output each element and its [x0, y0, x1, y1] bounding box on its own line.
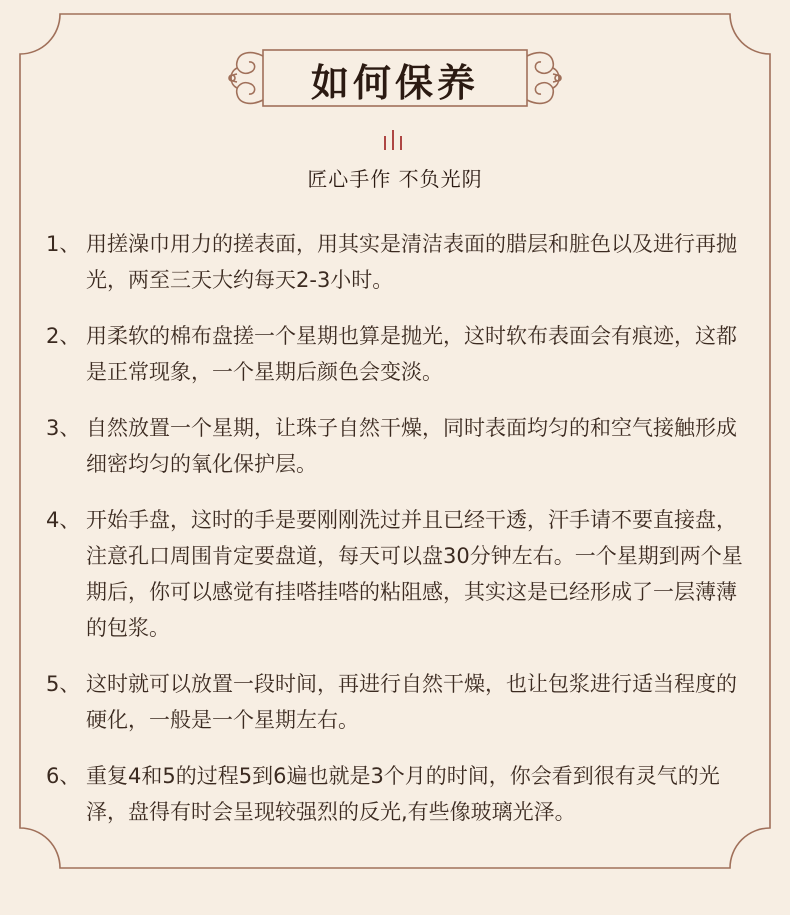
step-text: 重复4和5的过程5到6遍也就是3个月的时间，你会看到很有灵气的光泽，盘得有时会呈现较强烈的反光,有些像玻璃光泽。	[86, 764, 720, 824]
step-number: 4、	[46, 508, 81, 532]
list-item	[46, 410, 746, 482]
step-number: 2、	[46, 324, 81, 348]
step-text: 这时就可以放置一段时间，再进行自然干燥，也让包浆进行适当程度的硬化，一般是一个星期左右。	[86, 672, 737, 732]
care-steps-list	[46, 226, 746, 830]
step-number: 3、	[46, 416, 81, 440]
step-number: 5、	[46, 672, 81, 696]
list-item	[46, 226, 746, 298]
step-text: 用柔软的棉布盘搓一个星期也算是抛光，这时软布表面会有痕迹，这都是正常现象，一个星期后颜色会变淡。	[86, 324, 737, 384]
page-title: 如何保养	[310, 60, 479, 105]
step-text: 自然放置一个星期，让珠子自然干燥，同时表面均匀的和空气接触形成细密均匀的氧化保护层。	[86, 416, 737, 476]
list-item	[46, 318, 746, 390]
divider-mark	[381, 128, 405, 152]
list-item	[46, 666, 746, 738]
step-number: 6、	[46, 764, 81, 788]
step-text: 用搓澡巾用力的搓表面，用其实是清洁表面的腊层和脏色以及进行再抛光，两至三天大约每天2-3小时。	[86, 232, 737, 292]
subtitle: 匠心手作 不负光阴	[307, 167, 483, 191]
title-plaque	[225, 46, 565, 110]
step-text: 开始手盘，这时的手是要刚刚洗过并且已经干透，汗手请不要直接盘，注意孔口周围肯定要盘道，每天可以盘30分钟左右。一个星期到两个星期后，你可以感觉有挂嗒挂嗒的粘阻感，其实这是已经形成了一层薄薄的包浆。	[86, 508, 743, 640]
list-item	[46, 502, 746, 646]
step-number: 1、	[46, 232, 81, 256]
list-item	[46, 758, 746, 830]
